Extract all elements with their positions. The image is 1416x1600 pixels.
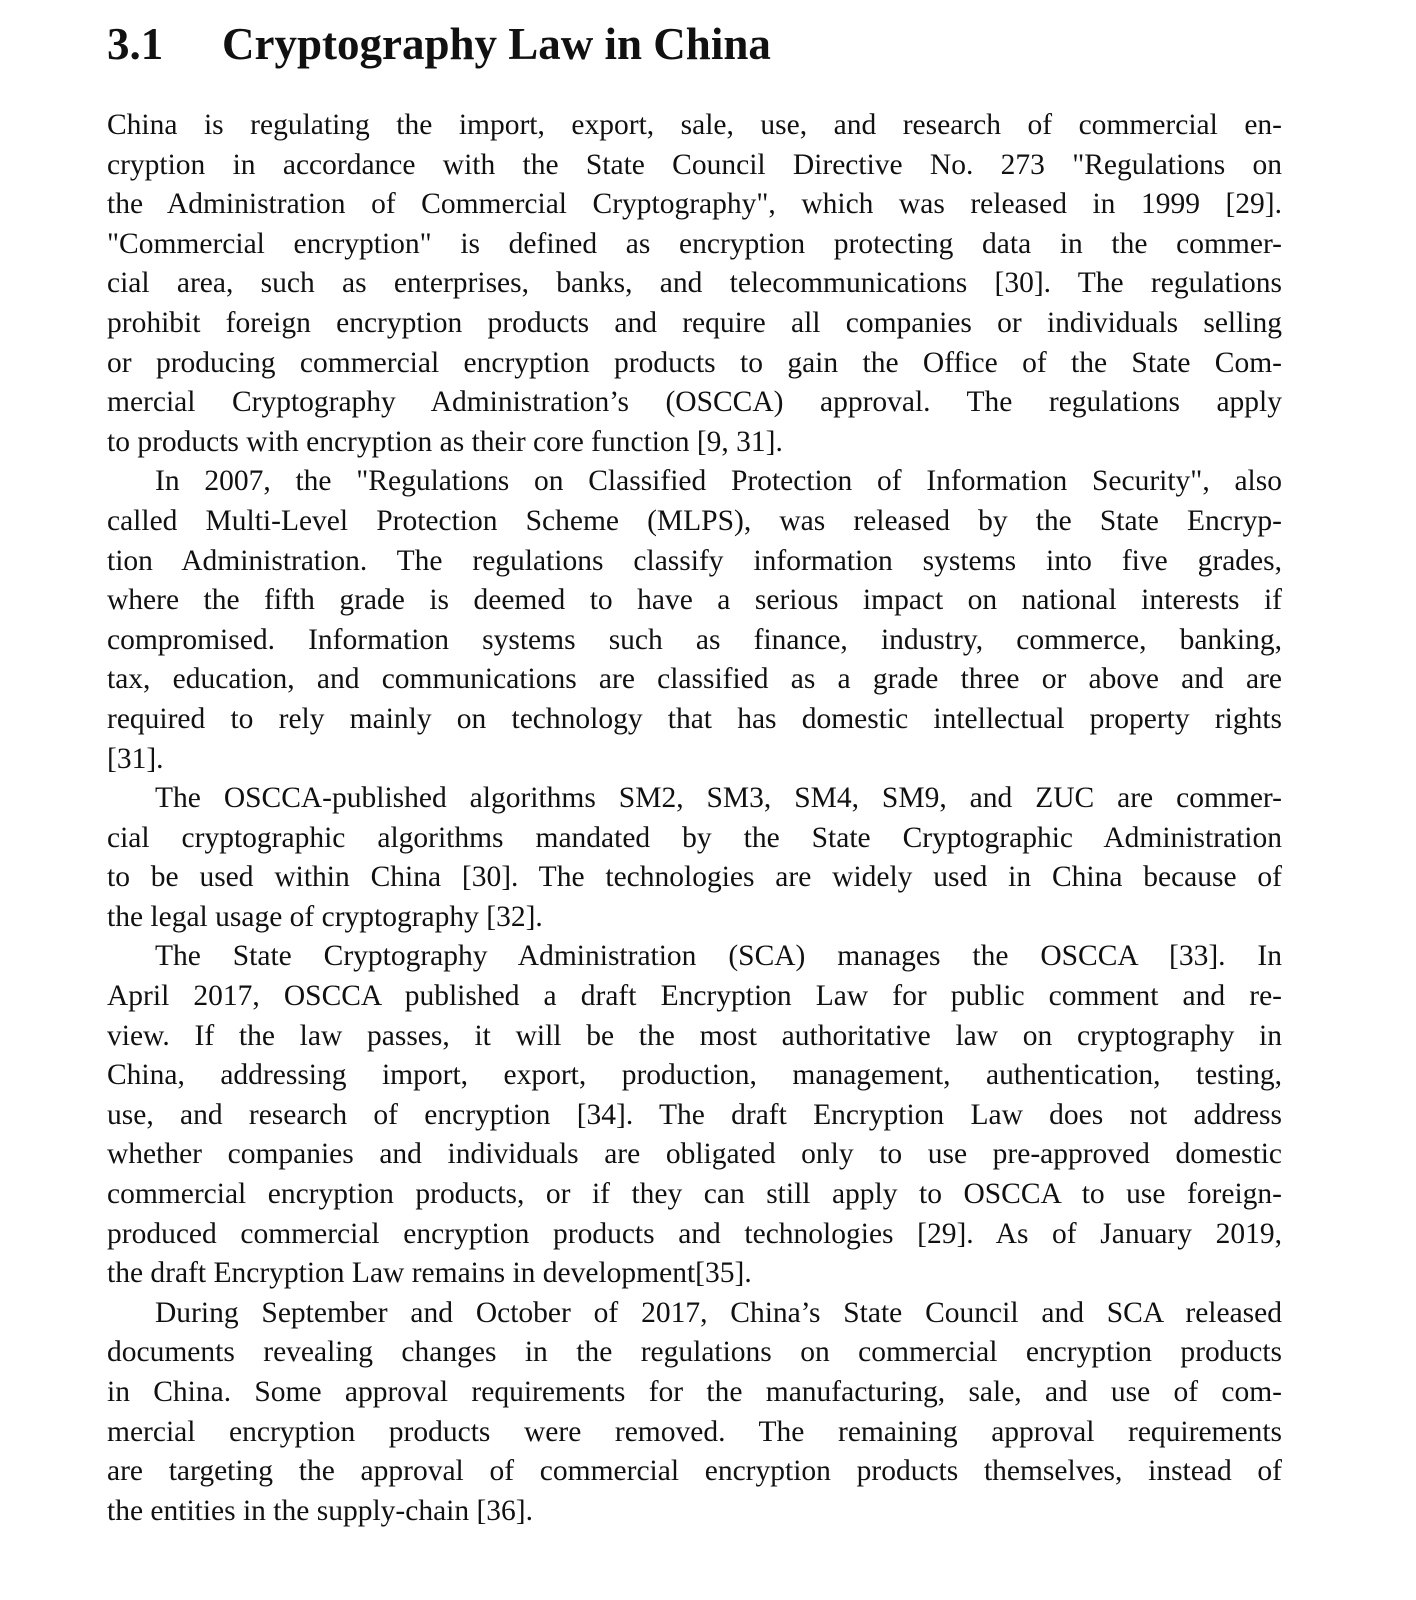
paragraph	[107, 462, 1282, 779]
section-heading	[107, 18, 771, 70]
section-title: Cryptography Law in China	[222, 19, 771, 69]
text-line: tion Administration. The regulations classify information systems into five grades,	[107, 544, 1282, 577]
text-line: called Multi-Level Protection Scheme (MLPS), was released by the State Encryp-	[107, 504, 1282, 537]
text-line: whether companies and individuals are obligated only to use pre-approved domestic	[107, 1138, 1282, 1171]
text-line: compromised. Information systems such as finance, industry, commerce, banking,	[107, 623, 1282, 656]
text-line: view. If the law passes, it will be the most authoritative law on cryptography in	[107, 1019, 1282, 1052]
text-line: [31].	[107, 742, 164, 775]
section-number: 3.1	[107, 19, 164, 69]
text-line: cial area, such as enterprises, banks, and telecommunications [30]. The regulations	[107, 267, 1282, 300]
section-body	[107, 106, 1282, 1531]
text-line: the draft Encryption Law remains in development[35].	[107, 1257, 752, 1290]
text-line: April 2017, OSCCA published a draft Encryption Law for public comment and re-	[107, 980, 1282, 1013]
text-line: China, addressing import, export, production, management, authentication, testing,	[107, 1059, 1282, 1092]
text-line: tax, education, and communications are classified as a grade three or above and are	[107, 663, 1282, 696]
text-line: where the fifth grade is deemed to have a serious impact on national interests if	[107, 584, 1282, 617]
text-line: are targeting the approval of commercial encryption products themselves, instead of	[107, 1455, 1282, 1488]
text-line: use, and research of encryption [34]. The draft Encryption Law does not address	[107, 1098, 1282, 1131]
paragraph	[107, 106, 1282, 462]
paragraph	[107, 937, 1282, 1293]
text-line: cryption in accordance with the State Council Directive No. 273 "Regulations on	[107, 148, 1282, 181]
text-line: cial cryptographic algorithms mandated by the State Cryptographic Administration	[107, 821, 1282, 854]
text-line: China is regulating the import, export, sale, use, and research of commercial en-	[107, 109, 1282, 141]
text-line: During September and October of 2017, China’s State Council and SCA released	[155, 1296, 1282, 1329]
paragraph	[107, 1294, 1282, 1532]
text-line: in China. Some approval requirements for the manufacturing, sale, and use of com-	[107, 1376, 1282, 1408]
text-line: required to rely mainly on technology that has domestic intellectual property rights	[107, 702, 1282, 735]
text-line: mercial Cryptography Administration’s (OSCCA) approval. The regulations apply	[107, 386, 1282, 419]
text-line: In 2007, the "Regulations on Classified Protection of Information Security", also	[155, 465, 1282, 498]
text-line: "Commercial encryption" is defined as encryption protecting data in the commer-	[107, 227, 1282, 260]
text-line: or producing commercial encryption products to gain the Office of the State Com-	[107, 346, 1282, 379]
text-line: produced commercial encryption products and technologies [29]. As of January 2019,	[107, 1217, 1282, 1250]
text-line: commercial encryption products, or if they can still apply to OSCCA to use foreign-	[107, 1178, 1282, 1211]
text-line: the legal usage of cryptography [32].	[107, 900, 543, 933]
text-line: documents revealing changes in the regulations on commercial encryption products	[107, 1336, 1282, 1369]
text-line: mercial encryption products were removed. The remaining approval requirements	[107, 1415, 1282, 1448]
text-line: prohibit foreign encryption products and require all companies or individuals selling	[107, 306, 1282, 339]
text-line: to products with encryption as their core function [9, 31].	[107, 425, 783, 458]
paragraph	[107, 779, 1282, 937]
text-line: the entities in the supply-chain [36].	[107, 1494, 534, 1527]
text-line: the Administration of Commercial Cryptography", which was released in 1999 [29].	[107, 188, 1282, 221]
text-line: The State Cryptography Administration (SCA) manages the OSCCA [33]. In	[155, 940, 1282, 973]
text-line: to be used within China [30]. The technologies are widely used in China because of	[107, 861, 1282, 894]
text-line: The OSCCA-published algorithms SM2, SM3, SM4, SM9, and ZUC are commer-	[155, 782, 1282, 815]
